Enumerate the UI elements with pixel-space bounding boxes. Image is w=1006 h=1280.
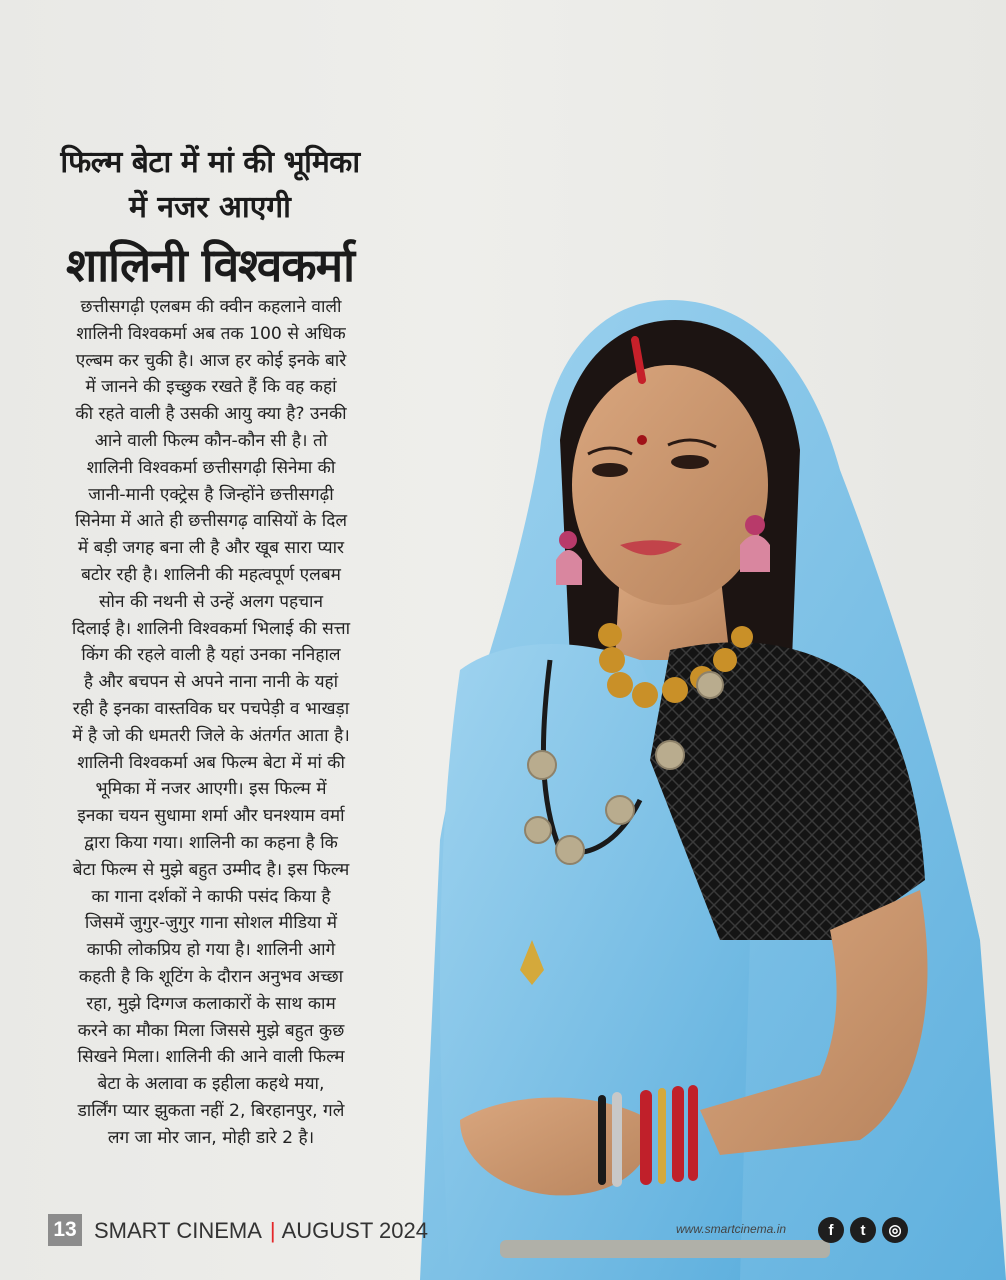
article-line: करने का मौका मिला जिससे मुझे बहुत कुछ xyxy=(77,1020,345,1041)
article-line: में बड़ी जगह बना ली है और खूब सारा प्यार xyxy=(77,538,345,559)
portrait-photo xyxy=(420,240,1006,1280)
facebook-icon[interactable]: f xyxy=(818,1217,844,1243)
article-line: सोन की नथनी से उन्हें अलग पहचान xyxy=(98,591,324,612)
article-line: में जानने की इच्छुक रखते हैं कि वह कहां xyxy=(85,377,337,398)
website-url[interactable]: www.smartcinema.in xyxy=(676,1222,787,1236)
article-line: शालिनी विश्वकर्मा अब तक 100 से अधिक xyxy=(76,323,346,344)
article-line: जानी-मानी एक्ट्रेस है जिन्होंने छत्तीसगढ़ी xyxy=(88,484,334,505)
article-line: बेटा फिल्म से मुझे बहुत उम्मीद है। इस फिल्म xyxy=(72,859,350,880)
article-line: रही है इनका वास्तविक घर पचपेड़ी व भाखड़ा xyxy=(72,698,350,719)
article-line: में है जो की धमतरी जिले के अंतर्गत आता है। xyxy=(72,725,350,746)
page-footer xyxy=(48,1214,988,1248)
article-line: रहा, मुझे दिग्गज कलाकारों के साथ काम xyxy=(86,993,336,1014)
headline-name: शालिनी विश्वकर्मा xyxy=(65,238,355,292)
headline-line-1: फिल्म बेटा में मां की भूमिका xyxy=(60,145,360,180)
article-line: भूमिका में नजर आएगी। इस फिल्म में xyxy=(95,779,327,800)
article-line: बेटा के अलावा क इहीला कहथे मया, xyxy=(97,1074,325,1095)
magazine-issue xyxy=(94,1216,428,1246)
social-links xyxy=(818,1217,908,1243)
article-line: की रहते वाली है उसकी आयु क्या है? उनकी xyxy=(75,404,347,425)
article-line: बटोर रही है। शालिनी की महत्वपूर्ण एलबम xyxy=(81,564,341,585)
instagram-icon[interactable]: ◎ xyxy=(882,1217,908,1243)
article-line: काफी लोकप्रिय हो गया है। शालिनी आगे xyxy=(86,940,336,961)
article-line: डार्लिंग प्यार झुकता नहीं 2, बिरहानपुर, गले xyxy=(77,1100,345,1121)
article-line: आने वाली फिल्म कौन-कौन सी है। तो xyxy=(94,430,328,451)
divider: | xyxy=(269,1218,276,1243)
article-line: द्वारा किया गया। शालिनी का कहना है कि xyxy=(84,832,338,853)
article-line: एल्बम कर चुकी है। आज हर कोई इनके बारे xyxy=(75,350,347,371)
article-body xyxy=(22,294,400,1152)
article-headline xyxy=(20,140,400,300)
article-line: छत्तीसगढ़ी एलबम की क्वीन कहलाने वाली xyxy=(80,297,342,317)
headline-line-2: में नजर आएगी xyxy=(129,190,291,225)
magazine-name: SMART CINEMA xyxy=(94,1218,262,1243)
twitter-icon[interactable]: t xyxy=(850,1217,876,1243)
article-line: लग जा मोर जान, मोही डारे 2 है। xyxy=(107,1127,315,1148)
article-line: किंग की रहले वाली है यहां उनका ननिहाल xyxy=(81,645,341,666)
article-line: दिलाई है। शालिनी विश्वकर्मा भिलाई की सत्ता xyxy=(71,618,351,639)
article-line: जिसमें जुगुर-जुगुर गाना सोशल मीडिया में xyxy=(84,913,338,934)
article-line: है और बचपन से अपने नाना नानी के यहां xyxy=(83,672,339,693)
article-line: सिनेमा में आते ही छत्तीसगढ़ वासियों के दिल xyxy=(74,511,348,532)
article-line: इनका चयन सुधामा शर्मा और घनश्याम वर्मा xyxy=(77,806,345,827)
article-line: शालिनी विश्वकर्मा अब फिल्म बेटा में मां की xyxy=(77,752,345,773)
article-line: का गाना दर्शकों ने काफी पसंद किया है xyxy=(91,886,331,907)
article-line: शालिनी विश्वकर्मा छत्तीसगढ़ी सिनेमा की xyxy=(86,457,336,478)
article-line: सिखने मिला। शालिनी की आने वाली फिल्म xyxy=(77,1047,345,1068)
page-number: 13 xyxy=(48,1214,82,1246)
article-line: कहती है कि शूटिंग के दौरान अनुभव अच्छा xyxy=(78,966,344,987)
issue-date: AUGUST 2024 xyxy=(281,1218,428,1243)
